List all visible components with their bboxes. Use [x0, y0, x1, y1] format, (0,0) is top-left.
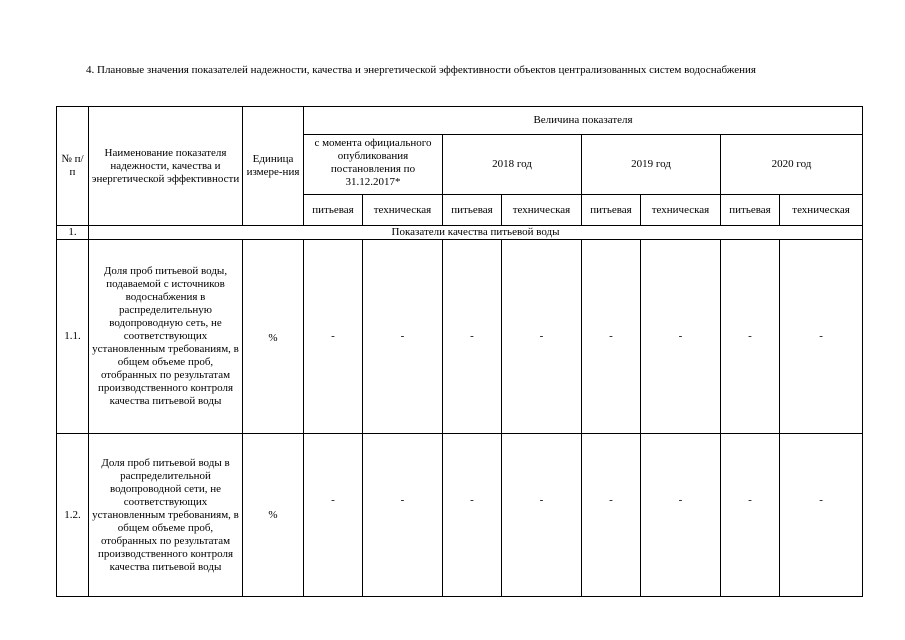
table-row	[57, 434, 863, 597]
row-unit: %	[243, 240, 304, 434]
table-row	[57, 240, 863, 434]
document-heading: 4. Плановые значения показателей надежности, качества и энергетической эффективности объектов централизованных систем водоснабжения	[86, 64, 756, 76]
header-unit: Единица измере-ния	[243, 107, 304, 226]
header-indicator-name: Наименование показателя надежности, качества и энергетической эффективности	[89, 107, 243, 226]
header-number: № п/п	[57, 107, 89, 226]
row-unit: %	[243, 434, 304, 597]
header-period-initial: с момента официального опубликования постановления по 31.12.2017*	[304, 135, 443, 195]
value-cell: -	[443, 434, 502, 597]
subheader-drinking: питьевая	[721, 195, 780, 226]
header-period-2020: 2020 год	[721, 135, 863, 195]
subheader-drinking: питьевая	[582, 195, 641, 226]
row-indicator-name: Доля проб питьевой воды в распределительной водопроводной сети, не соответствующих установленным требованиям, в общем объеме проб, отобранных по результатам производственного контроля качества питьевой воды	[89, 434, 243, 597]
value-cell: -	[304, 240, 363, 434]
subheader-technical: техническая	[780, 195, 863, 226]
value-cell: -	[641, 240, 721, 434]
row-number: 1.2.	[57, 434, 89, 597]
value-cell: -	[721, 240, 780, 434]
row-indicator-name: Доля проб питьевой воды, подаваемой с источников водоснабжения в распределительную водопроводную сеть, не соответствующих установленным требованиям, в общем объеме проб, отобранных по результатам производственного контроля качества питьевой воды	[89, 240, 243, 434]
value-cell: -	[641, 434, 721, 597]
subheader-drinking: питьевая	[443, 195, 502, 226]
section-number: 1.	[57, 226, 89, 240]
value-cell: -	[780, 240, 863, 434]
value-cell: -	[363, 434, 443, 597]
subheader-technical: техническая	[363, 195, 443, 226]
section-title: Показатели качества питьевой воды	[89, 226, 863, 240]
header-indicator-value: Величина показателя	[304, 107, 863, 135]
value-cell: -	[502, 240, 582, 434]
subheader-drinking: питьевая	[304, 195, 363, 226]
value-cell: -	[721, 434, 780, 597]
indicators-table	[56, 106, 863, 597]
section-row	[57, 226, 863, 240]
row-number: 1.1.	[57, 240, 89, 434]
subheader-technical: техническая	[641, 195, 721, 226]
value-cell: -	[304, 434, 363, 597]
header-period-2019: 2019 год	[582, 135, 721, 195]
subheader-technical: техническая	[502, 195, 582, 226]
value-cell: -	[780, 434, 863, 597]
header-period-2018: 2018 год	[443, 135, 582, 195]
value-cell: -	[582, 240, 641, 434]
value-cell: -	[443, 240, 502, 434]
value-cell: -	[363, 240, 443, 434]
value-cell: -	[502, 434, 582, 597]
value-cell: -	[582, 434, 641, 597]
